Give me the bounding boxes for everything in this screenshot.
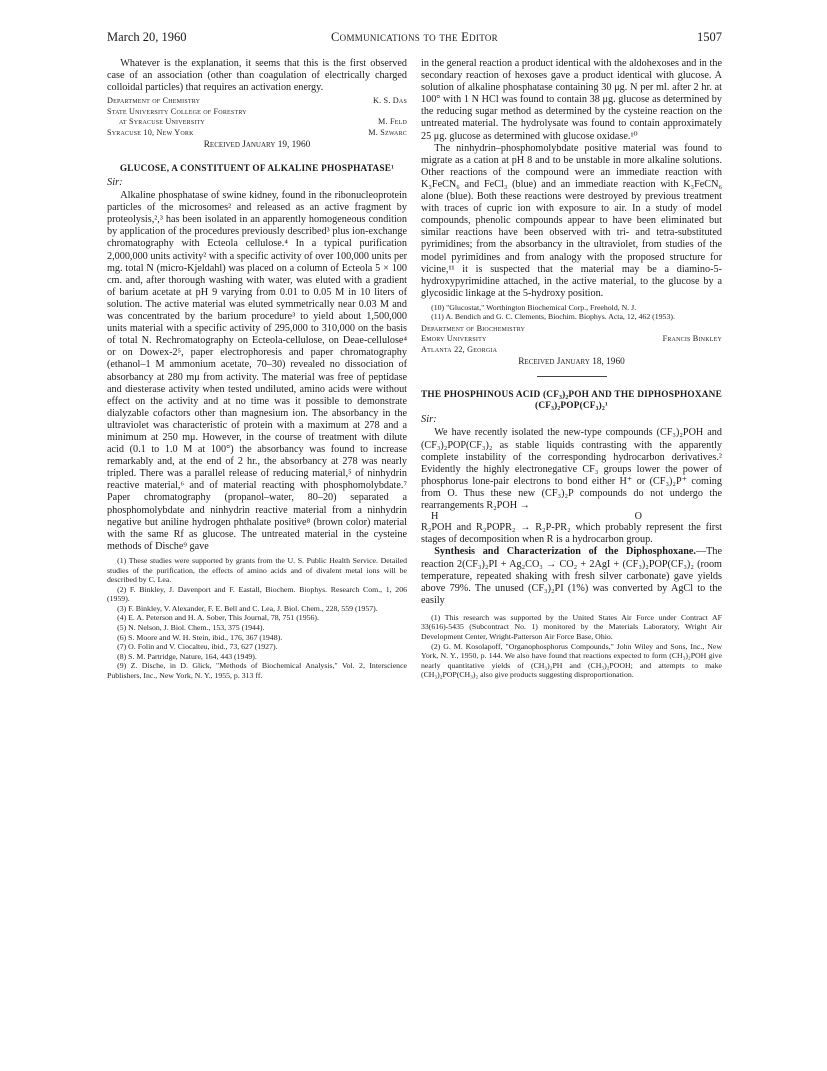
body-paragraph-continued: in the general reaction a product identical with the aldohexoses and in the secondary reaction of hexoses gave a product identical with glucose. A solution of alkaline phosphatase containing 30 μg. N per ml. after 2 hr. at 100° with 1 N HCl was found to contain 38 μg. glucose as determined by the reducing sugar method as determined by the cysteine reaction on the untreated material. The hydrolysate was found to contain approximately 25 μg. glucose as determined with glucose oxidase.¹⁰ (421, 58, 722, 142)
affiliation-institution: Emory University (421, 334, 487, 344)
body-paragraph: We have recently isolated the new-type compounds (CF₃)₂POH and (CF₃)₂POP(CF₃)₂ as stable liquids contrasting with the apparently complete instability of the corresponding hydrocarbon derivatives.² Evidently the highly electronegative CF₃ groups lower the power of phosphorus lone-pair electrons to bond either H⁺ or (CF₃)₂P⁺ coming from O. Thus these new (CF₃)₂P compounds do not undergo the rearrangements R₂POH → (421, 427, 722, 512)
footnote: (1) This research was supported by the United States Air Force under Contract AF 33(616)-5435 (Subcontract No. 1) monitored by the Materials Laboratory, Wright Air Development Center, Wright-Patterson Air Force Base, Ohio. (421, 612, 722, 642)
equation-h: H (431, 511, 439, 523)
body-paragraph: —The reaction 2(CF₃)₂PI + Ag₂CO₃ → CO₂ + 2AgI + (CF₃)₂POP(CF₃)₂ (room temperature, repeated shaking with fresh silver carbonate) gave yields above 79%. The unused (CF₃)₂PI (1%) was converted by AgCl to the easily (421, 546, 722, 606)
page-number: 1507 (697, 30, 722, 44)
footnote: (2) G. M. Kosolapoff, "Organophosphorus Compounds," John Wiley and Sons, Inc., New York, N. Y., 1950, p. 144. We also have found that reactions expected to form (CH₃)₂POH give nearly quantitative yields of (CH₃)₂PH and (CH₃)₂POOH; and attempts to make (CH₃)₂POP(CH₃)₂ also give products suggesting disproportionation. (421, 641, 722, 680)
footnote: (2) F. Binkley, J. Davenport and F. Eastall, Biochem. Biophys. Research Com., 1, 206 (1959). (107, 584, 407, 604)
author-das: K. S. Das (372, 96, 407, 106)
affiliation-dept: Department of Chemistry (107, 96, 201, 106)
equation-o: O (634, 511, 642, 523)
author-binkley: Francis Binkley (662, 334, 722, 344)
intro-paragraph: Whatever is the explanation, it seems that this is the first observed case of an association (other than coagulation of electrically charged colloidal particles) that requires an activation energy. (107, 58, 407, 94)
footnote: (4) E. A. Peterson and H. A. Sober, This Journal, 78, 751 (1956). (117, 613, 319, 623)
footnote: (3) F. Binkley, V. Alexander, F. E. Bell and C. Lea, J. Biol. Chem., 228, 559 (1957). (117, 603, 378, 613)
right-column (421, 58, 722, 680)
article-title-glucose: GLUCOSE, A CONSTITUENT OF ALKALINE PHOSPHATASE¹ (119, 164, 395, 174)
footnotes-left (107, 556, 407, 681)
left-column (107, 58, 407, 681)
affiliation-block-1 (107, 96, 407, 138)
footnote: (9) Z. Dische, in D. Glick, "Methods of Biochemical Analysis," Vol. 2, Interscience Publishers, Inc., New York, N. Y., 1955, p. 313 ff. (107, 661, 407, 681)
body-paragraph: Alkaline phosphatase of swine kidney, found in the ribonucleoprotein particles of the microsomes² and released as an active fragment by proteolysis,²,³ has been isolated in an apparently homogeneous condition by application of the procedures previously described³ plus ion-exchange chromatography with Ecteola cellulose.⁴ In a typical purification 2,000,000 units activity² with a specific activity of over 100,000 units per mg. total N (micro-Kjeldahl) was placed on a column of Ecteola 5 × 100 cm. and, after thorough washing with water, was eluted with a gradient of barium acetate at pH 9 varying from 0.01 to 0.05 M in 10 liters of solution. The active material was eluted symmetrically near 0.03 M and was concentrated by the barium procedure³ to yield about 1,500,000 units material with a specific activity of 295,000 to 310,000 on the basis of total N. Rechromatography on Ecteola-cellulose, on Deae-cellulose⁴ or on Dowex-2⁵, paper electrophoresis and paper chromatography (ethanol–1 M ammonium acetate, 70–30) revealed no dissociation of absorbancy at 280 mμ from activity. The material was free of peptidase and diesterase activity when tested undiluted, amino acids were without effect on the activity and at no time was it possible to demonstrate dialyzable cofactors other than magnesium ion. The absorbancy in the ultraviolet was characteristic of protein with a maximum at 278 and a minimum at 250 mμ. However, in the course of treatment with dilute acid (0.1 to 1.0 M at 100°) the absorbancy was found to increase remarkably and, at the end of 2 hr., the absorbancy at 278 was nearly tripled. There was a parallel release of reducing material,⁵ of ninhydrin reactive material,⁶ and of material reacting with phosphomolybdate.⁷ Paper chromatography (propanol–water, 80–20) separated a phosphomolybdate and ninhydrin reactive material from a ninhydrin negative but aniline hydrogen phthalate positive⁸ (brown color) material with the same Rf as glucose. The untreated material in the cysteine methods of Dische⁹ gave (107, 190, 407, 552)
article-title-phosphinous: THE PHOSPHINOUS ACID (CF₃)₂POH AND THE DIPHOSPHOXANE (CF₃)₂POP(CF₃)₂¹ (421, 390, 722, 412)
received-date-1: Received January 19, 1960 (203, 139, 311, 150)
section-divider (537, 376, 607, 377)
run-in-heading: Synthesis and Characterization of the Diphosphoxane. (434, 546, 696, 558)
affiliation-city: Syracuse 10, New York (107, 127, 194, 137)
footnote: (5) N. Nelson, J. Biol. Chem., 153, 375 (1944). (117, 623, 265, 633)
author-feld: M. Feld (378, 117, 407, 127)
body-paragraph: The ninhydrin–phosphomolybdate positive material was found to migrate as a cation at pH 8 and to be unstable in more alkaline solutions. Other reactions of the compound were an immediate reaction with K₃FeCN₆ and FeCl₃ (blue) and an immediate reaction with K₃FeCN₆ alone (blue). Both these reactions were destroyed by previous treatment with traces of cupric ion with exposure to air. In a study of model compounds, phenolic compounds appear to have been eliminated but similar reactions have been observed with tri- and tetra-substituted pyrimidines; from the absorbancy in the ultraviolet, from studies of the model pyrimidines and from analogy with the proposed structure for vicine,¹¹ it is suspected that the material may be a diamino-5-hydroxypyrimidine attached, in the active material, to the glucose by a glycosidic linkage at the 5-hydroxy position. (421, 142, 722, 299)
affiliation-institution-2: at Syracuse University (119, 117, 205, 127)
footnote: (6) S. Moore and W. H. Stein, ibid., 176, 367 (1948). (117, 632, 283, 642)
body-paragraph-continued: R₂POH and R₂POPR₂ → R₂P-PR₂ which probably represent the first stages of decomposition when R is a hydrocarbon group. (421, 522, 722, 546)
received-date-2: Received January 18, 1960 (518, 357, 625, 368)
footnote: (11) A. Bendich and G. C. Clements, Biochim. Biophys. Acta, 12, 462 (1953). (431, 312, 675, 322)
affiliation-institution: State University College of Forestry (107, 106, 247, 116)
affiliation-city: Atlanta 22, Georgia (421, 344, 498, 354)
footnote: (10) "Glucostat," Worthington Biochemical Corp., Freehold, N. J. (431, 302, 637, 312)
affiliation-block-2 (421, 324, 722, 355)
footnote: (8) S. M. Partridge, Nature, 164, 443 (1949). (117, 651, 257, 661)
affiliation-dept: Department of Biochemistry (421, 324, 526, 334)
running-header (107, 30, 722, 50)
issue-date: March 20, 1960 (107, 30, 187, 44)
footnotes-right-a (421, 303, 722, 322)
footnote: (1) These studies were supported by grants from the U. S. Public Health Service. Detailed studies of the purification, the effects of amino acids and of divalent metal ions will be described by C. Lea. (107, 555, 407, 585)
journal-section: Communications to the Editor (331, 30, 498, 44)
author-szwarc: M. Szwarc (368, 127, 407, 137)
footnotes-right-b (421, 613, 722, 680)
salutation: Sir: (421, 414, 437, 426)
salutation: Sir: (107, 177, 123, 188)
footnote: (7) O. Folin and V. Ciocalteu, ibid., 73, 627 (1927). (117, 642, 278, 652)
